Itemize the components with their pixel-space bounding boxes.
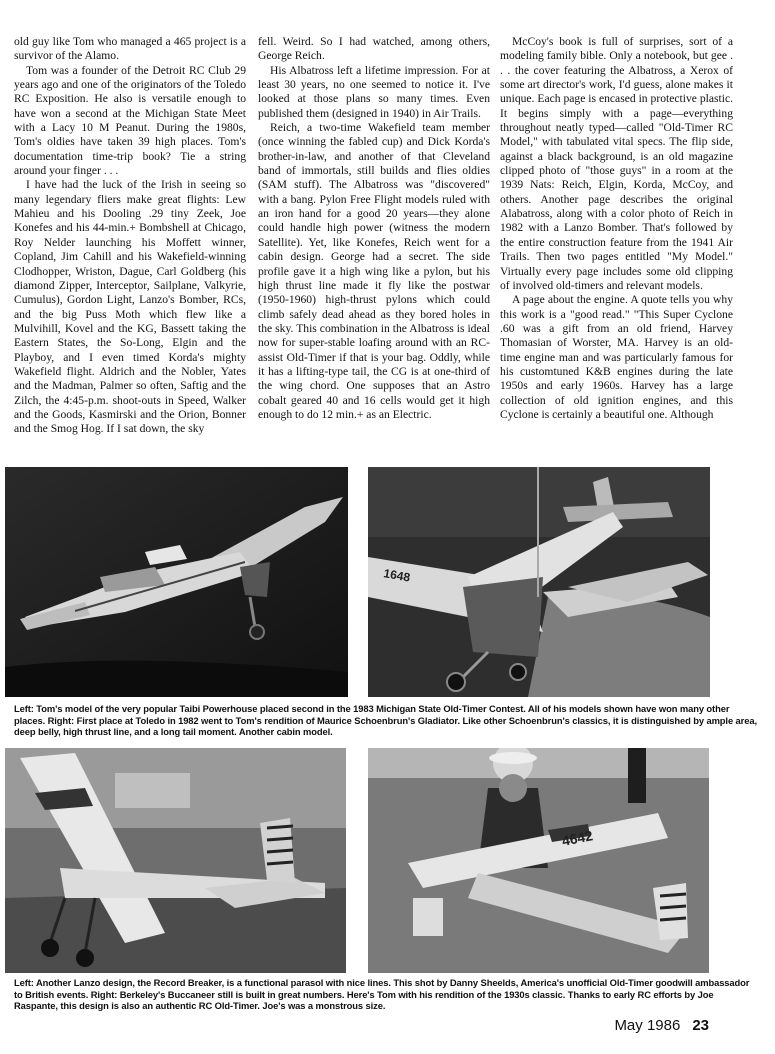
article-column-1 [14,35,246,437]
col2-paragraph: fell. Weird. So I had watched, among others, George Reich. [258,35,490,63]
photo-gladiator [368,467,710,697]
photo-buccaneer [368,748,709,973]
article-column-2 [258,35,490,422]
caption-bottom-photos: Left: Another Lanzo design, the Record Breaker, is a functional parasol with nice lines. This shot by Danny Sheelds, America's unofficial Old-Timer goodwill ambassador to British events. Right: Berkeley's Buccaneer still is built in great numbers. Here's Tom with his rendition of the 1930s classic. Thanks to early RC efforts by Joe Raspante, this design is also an authentic RC Old-Timer. Joe's was a monstrous size. [14,977,750,1012]
col1-paragraph: Tom was a founder of the Detroit RC Club 29 years ago and one of the originators of the Toledo RC Exposition. He also is versatile enough to have won a second at the Michigan State Meet with a Lacy 10 M Peanut. During the 1980s, Tom's oldies have taken 39 high places. Tom's documentation time-trip book? Tie a string around your finger . . . [14,63,246,178]
col1-paragraph: I have had the luck of the Irish in seeing so many legendary fliers make great flights: Lew Mahieu and his Dooling .29 tiny Zeek, Joe Konefes and his 44-min.+ Bombshell at Chicago, Roy Nelder launching his Moffett winner, Copland, Jim Cahill and his Wakefield-winning Clodhopper, Wriston, Dague, Carl Goldberg (his diamond Zipper, Interceptor, Sailplane, Valkyrie, Cumulus), Gordon Light, Lanzo's Bomber, RCs, and the big Puss Moth which flew like a Mulvihill, Kovel and the KG, Bassett taking the Eastern States, the So-Long, Elgin and the Playboy, and I even timed Korda's mighty Wakefield flight. Aldrich and the Nobler, Yates and the Madman, Palmer so often, Saftig and the Zilch, the 4:45-p.m. shoot-outs in Speed, Walker and the Goods, Kasmirski and the Orion, Bonner and the Smog Hog. If I sat down, the sky [14,178,246,436]
col3-paragraph: McCoy's book is full of surprises, sort of a modeling family bible. Only a notebook, but gee . . . the cover featuring the Albatross, a Xerox of some art director's work, I'd guess, alone makes it unique. Each page is encased in protective plastic. It begins simply with a page—everything throughout neatly typed—called "Old-Timer RC Model," with tabulated vital specs. The flip side, against a black background, is an old magazine clipped photo of "those guys" in a room at the 1939 Nats: Reich, Elgin, Korda, McCoy, and others. Another page describes the original Alabatross, along with a color photo of Reich in 1982 with a Lanzo Bomber. That's followed by the entire construction feature from the 1941 Air Trails. Then two pages entitled "My Model." Virtually every page includes some old clipping of involved old-timers and relevant models. [500,35,733,292]
page-footer [614,1017,709,1034]
buccaneer-wing-number: 4642 [560,827,595,849]
photo-taibi-powerhouse [5,467,348,697]
col3-paragraph: A page about the engine. A quote tells you why this work is a "good read." "This Super Cyclone .60 was a gift from an old friend, Harvey Thomasian of Worster, MA. Harvey is an old-time engine man and was particularly famous for his customtuned K&B engines during the late 1950s and early 1960s. Harvey has a large collection of old ignition engines, and this Cyclone is certainly a beautiful one. Although [500,293,733,421]
issue-date: May 1986 [614,1017,681,1034]
gladiator-wing-number: 1648 [382,566,412,585]
col2-paragraph: His Albatross left a lifetime impression. For at least 30 years, no one seemed to notice it. I've looked at those plans so many times. Even published them (designed in 1940) in Air Trails. [258,63,490,120]
photo-record-breaker [5,748,346,973]
caption-top-photos: Left: Tom's model of the very popular Taibi Powerhouse placed second in the 1983 Michigan State Old-Timer Contest. All of his models shown have won many other places. Right: First place at Toledo in 1982 went to Tom's rendition of Maurice Schoenbrun's Gladiator. Like other Schoenbrun's classics, it is distinguished by ample area, deep belly, high thrust line, and a long tail moment. Another cabin model. [14,703,757,738]
page-number: 23 [692,1017,709,1034]
col2-paragraph: Reich, a two-time Wakefield team member (once winning the fabled cup) and Dick Korda's brother-in-law, and another of that Cleveland band of immortals, still builds and flies oldies (SAM stuff). The Albatross was "discovered" with a bang. Pylon Free Flight models ruled with an iron hand for a good 20 years—they alone could handle high power (witness the modern Satellite). Yet, like Konefes, Reich went for a cabin design. George had a secret. The side profile gave it a high wing like a pylon, but his high thrust line made it fly like the postwar (1950-1960) high-thrust pylons which could climb safely dead ahead as they bored holes in the sky. This combination in the Albatross is ideal now for super-stable loafing around with an RC-assist Old-Timer if that is your bag. Oddly, while it has a lifting-type tail, the CG is at one-third of the wing chord. One supposes that an Astro cobalt geared 40 and 16 cells would get it high enough to do 12 min.+ as an Electric. [258,121,490,421]
article-column-3 [500,35,733,422]
col1-paragraph: old guy like Tom who managed a 465 project is a survivor of the Alamo. [14,35,246,63]
